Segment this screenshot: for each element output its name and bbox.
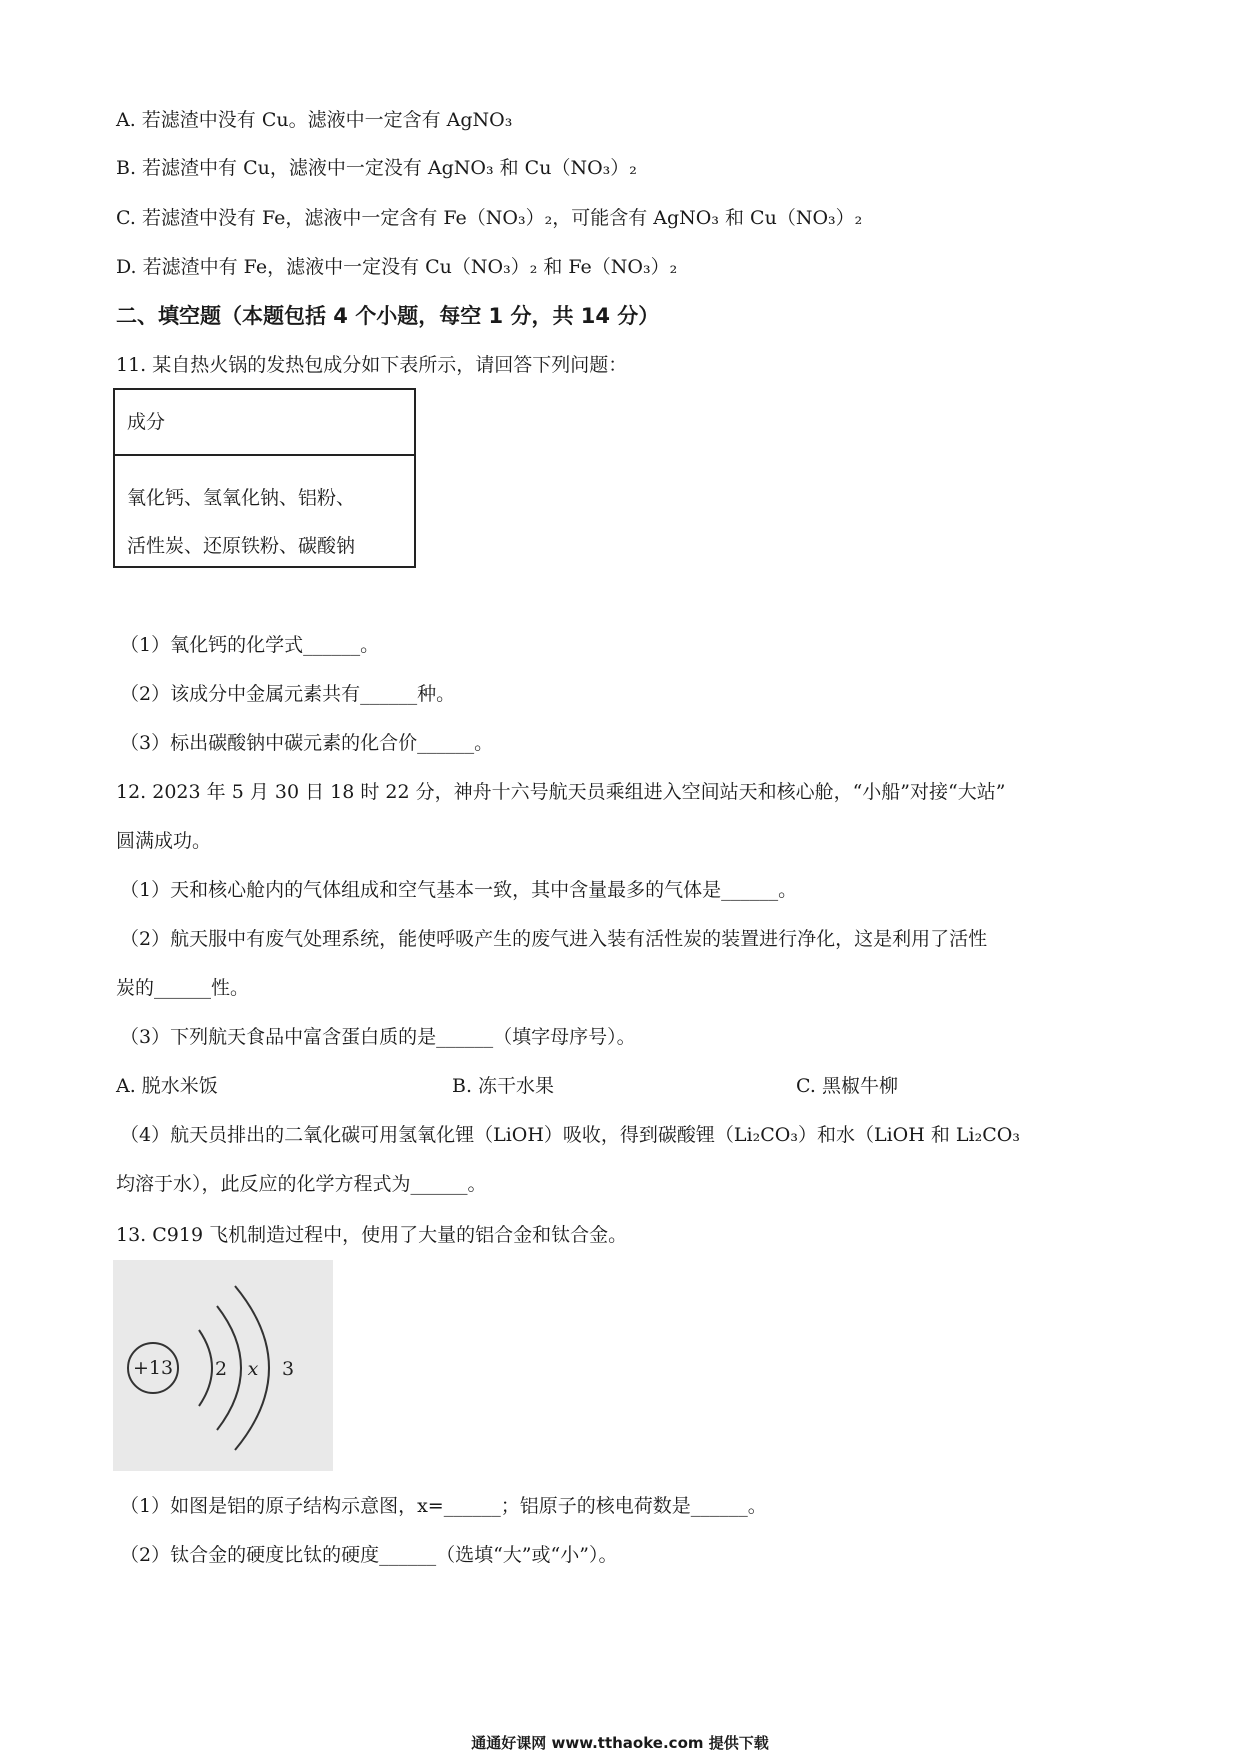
q11-stem: 11. 某自热火锅的发热包成分如下表所示，请回答下列问题：: [116, 354, 628, 376]
q13-part1: （1）如图是铝的原子结构示意图，x=______；铝原子的核电荷数是______。: [120, 1495, 767, 1517]
q13-part2: （2）钛合金的硬度比钛的硬度______（选填“大”或“小”）。: [120, 1544, 618, 1566]
q12-option-a: A. 脱水米饭: [116, 1075, 218, 1097]
q12-part1: （1）天和核心舱内的气体组成和空气基本一致，其中含量最多的气体是______。: [120, 879, 798, 901]
q12-part4-line2: 均溶于水），此反应的化学方程式为______。: [116, 1173, 487, 1195]
q12-option-b: B. 冻干水果: [452, 1075, 555, 1097]
q11-part3: （3）标出碳酸钠中碳元素的化合价______。: [120, 732, 494, 754]
shell-2-count: x: [247, 1358, 259, 1380]
shell-1-count: 2: [214, 1358, 228, 1380]
q10-option-a: A. 若滤渣中没有 Cu。滤液中一定含有 AgNO₃: [116, 109, 513, 131]
table-row: 活性炭、还原铁粉、碳酸钠: [127, 535, 356, 557]
q12-option-c: C. 黑椒牛柳: [796, 1075, 898, 1097]
page-footer: 通通好课网 www.tthaoke.com 提供下载: [471, 1734, 769, 1752]
ingredients-table: [113, 388, 416, 568]
table-body: [115, 456, 414, 570]
q12-stem-line2: 圆满成功。: [116, 830, 212, 852]
q10-option-c: C. 若滤渣中没有 Fe，滤液中一定含有 Fe（NO₃）₂，可能含有 AgNO₃ 和 Cu（NO₃）₂: [116, 207, 863, 229]
shell-3-count: 3: [281, 1358, 295, 1380]
q11-part2: （2）该成分中金属元素共有______种。: [120, 683, 456, 705]
q12-stem-line1: 12. 2023 年 5 月 30 日 18 时 22 分，神舟十六号航天员乘组进入空间站天和核心舱，“小船”对接“大站”: [116, 781, 1006, 803]
q10-option-d: D. 若滤渣中有 Fe，滤液中一定没有 Cu（NO₃）₂ 和 Fe（NO₃）₂: [116, 256, 678, 278]
atom-structure-svg: [113, 1260, 333, 1471]
aluminum-atom-diagram: [113, 1260, 333, 1471]
q12-part4-line1: （4）航天员排出的二氧化碳可用氢氧化锂（LiOH）吸收，得到碳酸锂（Li₂CO₃）和水（LiOH 和 Li₂CO₃: [120, 1124, 1020, 1146]
q12-part2-line1: （2）航天服中有废气处理系统，能使呼吸产生的废气进入装有活性炭的装置进行净化，这是利用了活性: [120, 928, 988, 950]
section-title: 二、填空题（本题包括 4 个小题，每空 1 分，共 14 分）: [116, 304, 660, 328]
table-row: 氧化钙、氢氧化钠、铝粉、: [127, 487, 356, 509]
shell-arc-1: [199, 1330, 212, 1406]
q10-option-b: B. 若滤渣中有 Cu，滤液中一定没有 AgNO₃ 和 Cu（NO₃）₂: [116, 157, 637, 179]
q13-stem: 13. C919 飞机制造过程中，使用了大量的铝合金和钛合金。: [116, 1224, 628, 1246]
q11-part1: （1）氧化钙的化学式______。: [120, 634, 380, 656]
nucleus-label: +13: [132, 1357, 174, 1379]
table-header: 成分: [115, 390, 414, 456]
q12-part3: （3）下列航天食品中富含蛋白质的是______（填字母序号）。: [120, 1026, 636, 1048]
q12-part2-line2: 炭的______性。: [116, 977, 250, 999]
